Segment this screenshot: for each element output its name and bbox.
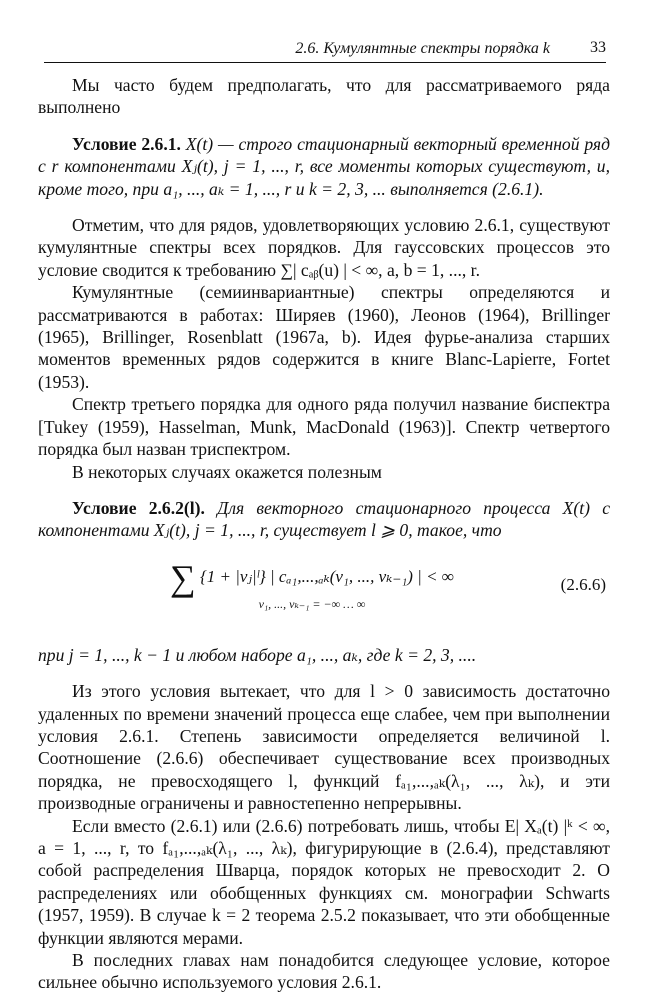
condition-2-6-1-text: X(t) — строго стационарный векторный временной ряд с r компонентами Xⱼ(t), j = 1, ..., r, все моменты которых существуют, и, кроме того, при a₁, ..., aₖ = 1, ..., r и k = 2, 3, ... выполняется (2.6.1). — [38, 133, 610, 199]
condition-2-6-2 — [38, 497, 610, 542]
formula-2-6-6 — [38, 552, 610, 632]
condition-2-6-1-heading: Условие 2.6.1. — [72, 133, 181, 154]
running-title: 2.6. Кумулянтные спектры порядка k — [295, 40, 550, 57]
summation-sign: ∑ — [170, 557, 196, 598]
paragraph-useful: В некоторых случаях окажется полезным — [72, 461, 382, 482]
condition-2-6-2-text: Для векторного стационарного процесса X(t) с компонентами Xⱼ(t), j = 1, ..., r, существует l ⩾ 0, такое, что — [38, 497, 610, 541]
formula-condition: при j = 1, ..., k − 1 и любом наборе a₁, ..., aₖ, где k = 2, 3, .... — [38, 644, 477, 665]
condition-2-6-2-heading: Условие 2.6.2(l). — [72, 497, 205, 518]
condition-2-6-1 — [38, 133, 610, 200]
page-body — [38, 74, 610, 994]
summation-range: v₁, ..., vₖ₋₁ = −∞ … ∞ — [258, 597, 366, 612]
paragraph-schwartz: Если вместо (2.6.1) или (2.6.6) потребовать лишь, чтобы E| Xₐ(t) |ᵏ < ∞, a = 1, ..., r, то fₐ₁,...,ₐₖ(λ₁, ..., λₖ), фигурирующие в (2.6.4), представляют собой распределения Шварца, порядок которых не превосходит 2. О распределениях или обобщенных функциях см. монографии Schwarts (1957, 1959). В случае k = 2 теорема 2.5.2 показывает, что эти обобщенные функции являются мерами. — [38, 815, 610, 948]
paragraph-gaussian: Отметим, что для рядов, удовлетворяющих условию 2.6.1, существуют кумулянтные спектры всех порядков. Для гауссовских процессов это условие сводится к требованию ∑| cₐᵦ(u) | < ∞, a, b = 1, ..., r. — [38, 215, 610, 280]
paragraph-intro: Мы часто будем предполагать, что для рассматриваемого ряда выполнено — [38, 75, 610, 118]
equation-number: (2.6.6) — [560, 574, 606, 594]
page-number: 33 — [590, 39, 606, 56]
page-header — [44, 36, 606, 63]
paragraph-consequence: Из этого условия вытекает, что для l > 0 зависимость достаточно удаленных по времени значений процесса еще слабее, чем при выполнении условия 2.6.1. Степень зависимости определяется величиной l. Соотношение (2.6.6) обеспечивает существование всех производных порядка, не превосходящего l, функций fₐ₁,...,ₐₖ(λ₁, ..., λₖ), и эти производные ограничены и равностепенно непрерывны. — [38, 681, 610, 814]
paragraph-final: В последних главах нам понадобится следующее условие, которое сильнее обычно используемого условия 2.6.1. — [38, 950, 610, 993]
formula-expression — [72, 557, 552, 616]
formula-summand: {1 + |vⱼ|ˡ} | cₐ₁,...,ₐₖ(v₁, ..., vₖ₋₁) | < ∞ — [199, 566, 454, 586]
paragraph-references: Кумулянтные (семиинвариантные) спектры определяются и рассматриваются в работах: Ширяев (1960), Леонов (1964), Brillinger (1965), Brillinger, Rosenblatt (1967a, b). Идея фурье-анализа старших моментов временных рядов содержится в книге Blanc-Lapierre, Fortet (1953). — [38, 282, 610, 392]
paragraph-bispectrum: Спектр третьего порядка для одного ряда получил название биспектра [Tukey (1959), Hasselman, Munk, MacDonald (1963)]. Спектр четвертого порядка был назван триспектром. — [38, 394, 610, 460]
